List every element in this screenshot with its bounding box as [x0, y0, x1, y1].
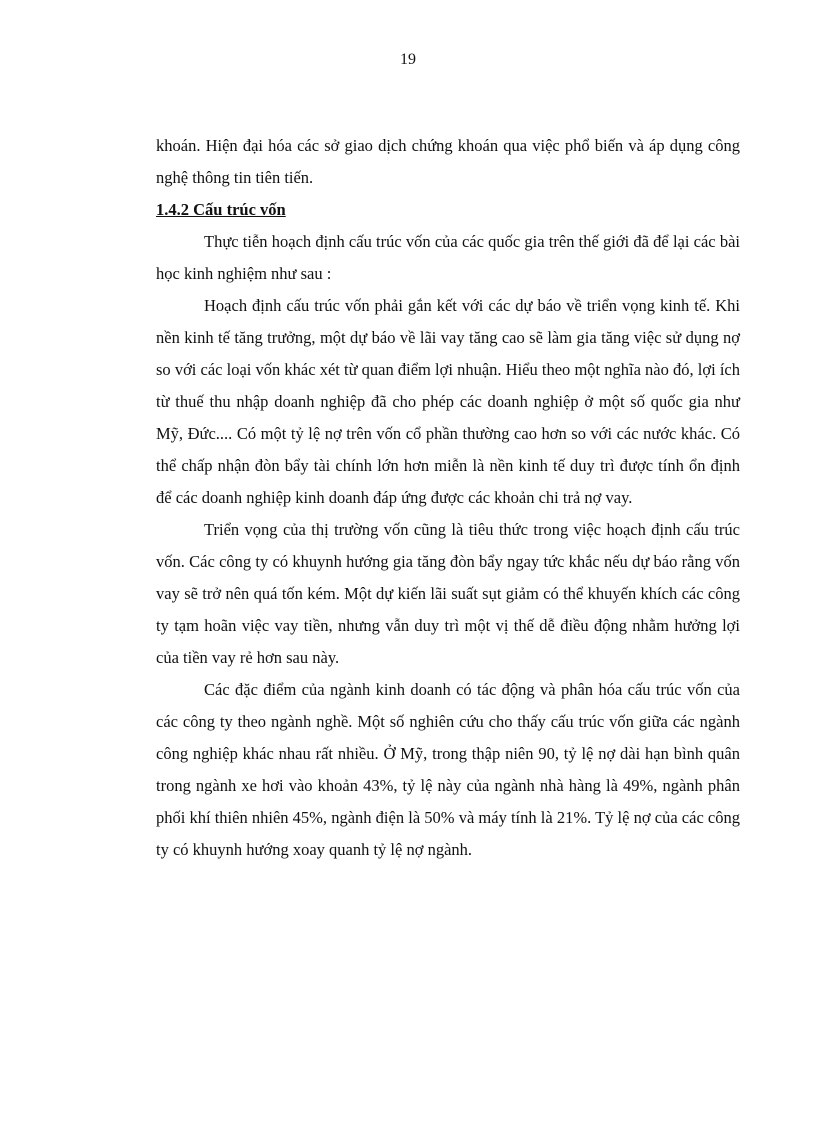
- paragraph-intro: Thực tiễn hoạch định cấu trúc vốn của các quốc gia trên thế giới đã để lại các bài học kinh nghiệm như sau :: [156, 232, 740, 283]
- paragraph-industry-characteristics: Các đặc điểm của ngành kinh doanh có tác động và phân hóa cấu trúc vốn của các công ty theo ngành nghề. Một số nghiên cứu cho thấy cấu trúc vốn giữa các ngành công nghiệp khác nhau rất nhiều. Ở Mỹ, trong thập niên 90, tỷ lệ nợ dài hạn bình quân trong ngành xe hơi vào khoản 43%, tỷ lệ này của ngành nhà hàng là 49%, ngành phân phối khí thiên nhiên 45%, ngành điện là 50% và máy tính là 21%. Tỷ lệ nợ của các công ty có khuynh hướng xoay quanh tỷ lệ nợ ngành.: [156, 680, 740, 859]
- page-number: 19: [400, 51, 416, 68]
- paragraph-capital-market: Triển vọng của thị trường vốn cũng là tiêu thức trong việc hoạch định cấu trúc vốn. Các công ty có khuynh hướng gia tăng đòn bẩy ngay tức khắc nếu dự báo rằng vốn vay sẽ trở nên quá tốn kém. Một dự kiến lãi suất sụt giảm có thể khuyến khích các công ty tạm hoãn việc vay tiền, nhưng vẫn duy trì một vị thế dễ điều động nhằm hưởng lợi của tiền vay rẻ hơn sau này.: [156, 520, 740, 667]
- section-heading: 1.4.2 Cấu trúc vốn: [156, 200, 286, 219]
- page-content: [156, 130, 740, 866]
- paragraph-continuation: khoán. Hiện đại hóa các sở giao dịch chứng khoán qua việc phổ biến và áp dụng công nghệ thông tin tiên tiến.: [156, 136, 740, 187]
- paragraph-economic-outlook: Hoạch định cấu trúc vốn phải gắn kết với các dự báo về triển vọng kinh tế. Khi nền kinh tế tăng trưởng, một dự báo về lãi vay tăng cao sẽ làm gia tăng việc sử dụng nợ so với các loại vốn khác xét từ quan điểm lợi nhuận. Hiểu theo một nghĩa nào đó, lợi ích từ thuế thu nhập doanh nghiệp đã cho phép các doanh nghiệp ở một số quốc gia như Mỹ, Đức.... Có một tỷ lệ nợ trên vốn cổ phần thường cao hơn so với các nước khác. Có thể chấp nhận đòn bẩy tài chính lớn hơn miễn là nền kinh tế duy trì được tính ổn định để các doanh nghiệp kinh doanh đáp ứng được các khoản chi trả nợ vay.: [156, 296, 740, 507]
